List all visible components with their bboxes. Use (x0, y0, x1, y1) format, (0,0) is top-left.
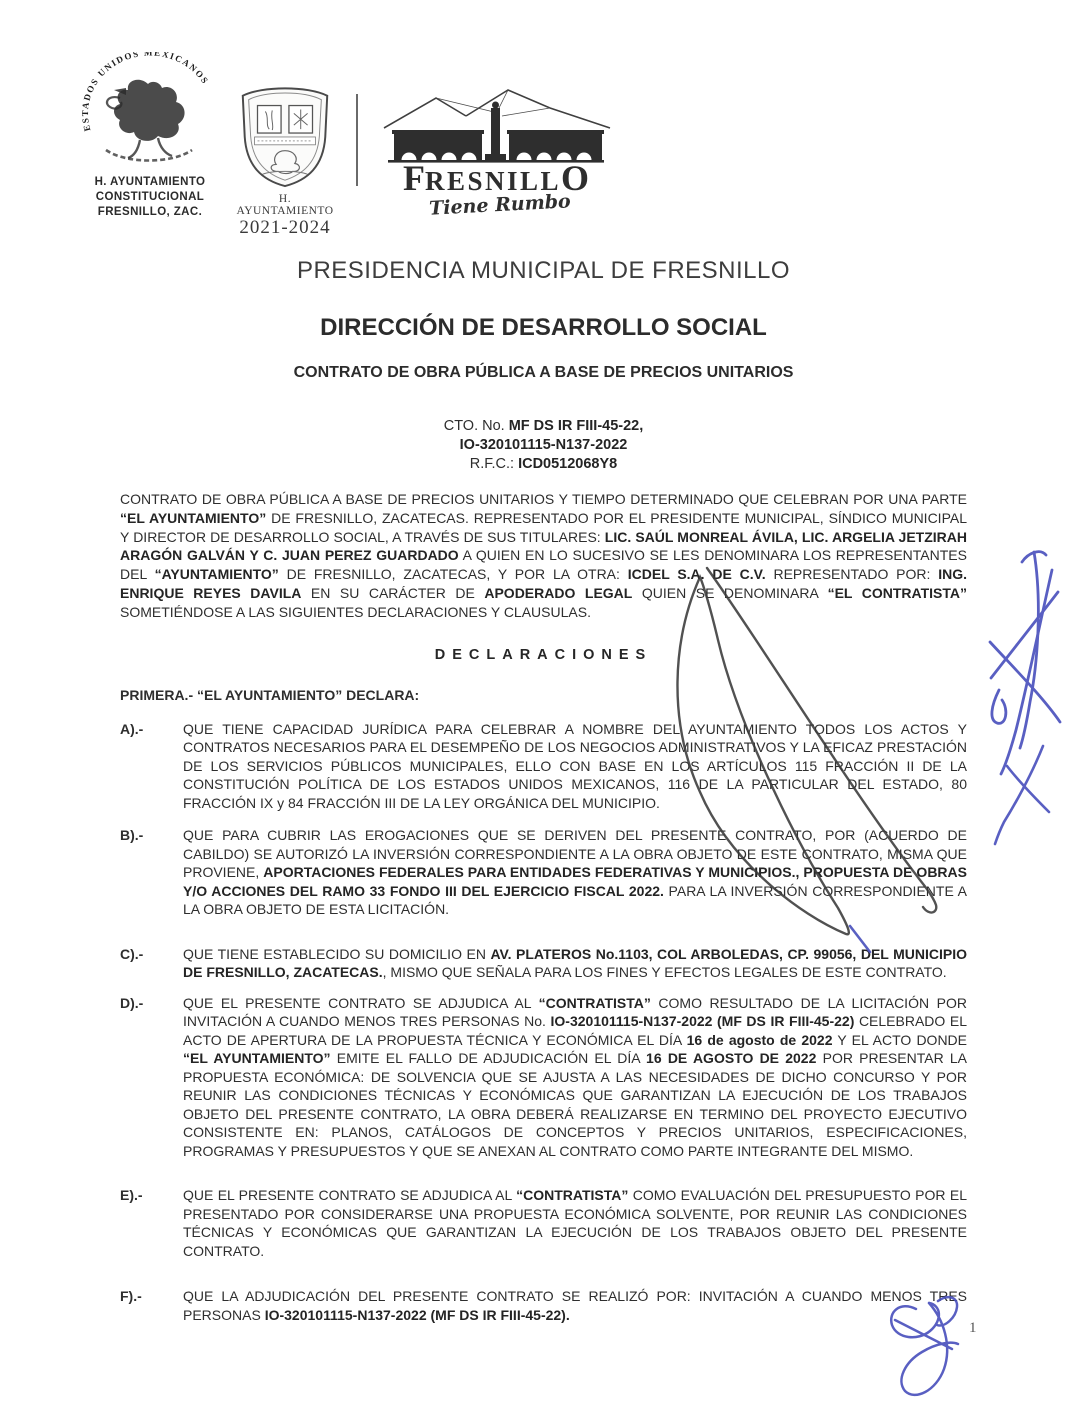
mexican-coat-of-arms-block (68, 52, 232, 220)
header-divider (356, 94, 358, 186)
fresnillo-wordmark: FRESNILLO (402, 158, 590, 198)
department-title: DIRECCIÓN DE DESARROLLO SOCIAL (320, 314, 767, 341)
item-label: A).- (120, 720, 144, 737)
declaration-item-c (120, 945, 967, 982)
intro-paragraph: CONTRATO DE OBRA PÚBLICA A BASE DE PRECIOS UNITARIOS Y TIEMPO DETERMINADO QUE CELEBRAN POR UNA PARTE “EL AYUNTAMIENTO” DE FRESNILLO, ZACATECAS. REPRESENTADO POR EL PRESIDENTE MUNICIPAL, SÍNDICO MUNICIPAL Y DIRECTOR DE DESARROLLO SOCIAL, A TRAVÉS DE SUS TITULARES: LIC. SAÚL MONREAL ÁVILA, LIC. ARGELIA JETZIRAH ARAGÓN GALVÁN Y C. JUAN PEREZ GUARDADO A QUIEN EN LO SUCESIVO SE LES DENOMINARA LOS REPRESENTANTES DEL “AYUNTAMIENTO” DE FRESNILLO, ZACATECAS, Y POR LA OTRA: ICDEL S.A. DE C.V. REPRESENTADO POR: ING. ENRIQUE REYES DAVILA EN SU CARÁCTER DE APODERADO LEGAL QUIEN SE DENOMINARA “EL CONTRATISTA” SOMETIÉNDOSE A LAS SIGUIENTES DECLARACIONES Y CLAUSULAS. (120, 491, 968, 620)
rfc-line: R.F.C.: ICD0512068Y8 (469, 456, 618, 472)
item-text: QUE PARA CUBRIR LAS EROGACIONES QUE SE DERIVEN DEL PRESENTE CONTRATO, POR (ACUERDO DE CABILDO) SE AUTORIZÓ LA INVERSIÓN CORRESPONDIENTE A LA OBRA OBJETO DE ESTE CONTRATO, MISMA QUE PROVIENE, APORTACIONES FEDERALES PARA ENTIDADES FEDERATIVAS Y MUNICIPIOS., PROPUESTA DE OBRAS Y/O ACCIONES DEL RAMO 33 FONDO III DEL EJERCICIO FISCAL 2022. PARA LA INVERSIÓN CORRESPONDIENTE A LA OBRA OBJETO DE ESTA LICITACIÓN. (183, 827, 967, 918)
coat-of-arms-caption (68, 175, 232, 220)
item-text: QUE TIENE ESTABLECIDO SU DOMICILIO EN AV. PLATEROS No.1103, COL ARBOLEDAS, CP. 99056, DEL MUNICIPIO DE FRESNILLO, ZACATECAS., MISMO QUE SEÑALA PARA LOS FINES Y EFECTOS LEGALES DE ESTE CONTRATO. (183, 945, 968, 981)
seal-caption-ayuntamiento: H. AYUNTAMIENTO (236, 193, 334, 217)
mexican-coat-of-arms-icon (68, 52, 232, 168)
seal-caption-years: 2021-2024 (239, 217, 331, 238)
declaration-item-f (120, 1287, 967, 1324)
item-label: B).- (120, 827, 144, 844)
declaration-item-d (120, 994, 967, 1161)
municipal-seal-block (230, 80, 340, 239)
item-text: QUE TIENE CAPACIDAD JURÍDICA PARA CELEBRAR A NOMBRE DEL AYUNTAMIENTO TODOS LOS ACTOS Y CONTRATOS NECESARIOS PARA EL DESEMPEÑO DE LOS NEGOCIOS ADMINISTRATIVOS Y LA EFICAZ PRESTACIÓN DE LOS SERVICIOS PÚBLICOS MUNICIPALES, ELLO CON BASE EN LOS ARTÍCULOS 115 FRACCIÓN II DE LA CONSTITUCIÓN POLÍTICA DE LOS ESTADOS UNIDOS MEXICANOS, 116 DE LA PARTICULAR DEL ESTADO, 80 FRACCIÓN IX y 84 FRACCIÓN III DE LA LEY ORGÁNICA DEL MUNICIPIO. (183, 720, 967, 811)
fresnillo-tagline: Tiene Rumbo (428, 190, 572, 216)
declaration-item-e (120, 1186, 967, 1260)
contract-id-block (120, 417, 967, 474)
municipal-seal-icon (232, 80, 338, 190)
contract-type-title: CONTRATO DE OBRA PÚBLICA A BASE DE PRECIOS UNITARIOS (293, 364, 794, 381)
document-body (0, 256, 1088, 1324)
item-text: QUE LA ADJUDICACIÓN DEL PRESENTE CONTRATO SE REALIZÓ POR: INVITACIÓN A CUANDO MENOS TRES PERSONAS IO-320101115-N137-2022 (MF DS IR FIII-45-22). (183, 1288, 967, 1323)
primera-heading: PRIMERA.- “EL AYUNTAMIENTO” DECLARA: (120, 686, 420, 703)
declarations-heading: DECLARACIONES (434, 646, 653, 663)
cto-number-line: CTO. No. MF DS IR FIII-45-22, (443, 418, 644, 434)
page-number: 1 (969, 1320, 977, 1336)
item-label: F).- (120, 1288, 142, 1305)
declaration-item-a (120, 720, 967, 813)
item-text: QUE EL PRESENTE CONTRATO SE ADJUDICA AL “CONTRATISTA” COMO RESULTADO DE LA LICITACIÓN POR INVITACIÓN A CUANDO MENOS TRES PERSONAS No. IO-320101115-N137-2022 (MF DS IR FIII-45-22) CELEBRADO EL ACTO DE APERTURA DE LA PROPUESTA TÉCNICA Y ECONÓMICA EL DÍA 16 de agosto de 2022 Y EL ACTO DONDE “EL AYUNTAMIENTO” EMITE EL FALLO DE ADJUDICACIÓN EL DÍA 16 DE AGOSTO DE 2022 POR PRESENTAR LA PROPUESTA ECONÓMICA: DE SOLVENCIA QUE SE AJUSTA A LAS NECESIDADES DE DICHO CONCURSO Y POR REUNIR LAS CONDICIONES TÉCNICAS Y ECONÓMICAS QUE GARANTIZAN LA EJECUCIÓN DE LOS TRABAJOS OBJETO DEL PRESENTE CONTRATO, LA OBRA DEBERÁ REALIZARSE EN TERMINO DEL PROYECTO EJECUTIVO CONSISTENTE EN: PLANOS, CATÁLOGOS DE CONCEPTOS Y PRECIOS UNITARIOS, ESPECIFICACIONES, PROGRAMAS Y PRESUPUESTOS Y QUE SE ANEXAN AL CONTRATO COMO PARTE INTEGRANTE DEL MISMO. (183, 994, 968, 1159)
fresnillo-logo-icon (378, 84, 616, 216)
io-number-line: IO-320101115-N137-2022 (459, 437, 628, 453)
coat-caption-line1: H. AYUNTAMIENTO (94, 176, 206, 188)
fresnillo-brand-block (378, 84, 616, 221)
item-label: E).- (120, 1187, 143, 1204)
document-header (0, 0, 1088, 238)
declaration-item-b (120, 826, 967, 919)
page-title: PRESIDENCIA MUNICIPAL DE FRESNILLO (296, 257, 791, 284)
coat-caption-line2: CONSTITUCIONAL (95, 191, 205, 203)
item-text: QUE EL PRESENTE CONTRATO SE ADJUDICA AL “CONTRATISTA” COMO EVALUACIÓN DEL PRESUPUESTO POR EL PRESENTADO POR CONSIDERARSE UNA PROPUESTA ECONÓMICA SOLVENTE, POR REUNIR LAS CONDICIONES TÉCNICAS Y ECONÓMICAS QUE GARANTIZAN LA EJECUCIÓN DE LOS TRABAJOS OBJETO DEL PRESENTE CONTRATO. (183, 1187, 967, 1259)
coat-caption-line3: FRESNILLO, ZAC. (97, 206, 203, 218)
item-label: D).- (120, 994, 144, 1011)
coat-arc-text: ESTADOS UNIDOS MEXICANOS (79, 52, 211, 133)
item-label: C).- (120, 945, 144, 962)
